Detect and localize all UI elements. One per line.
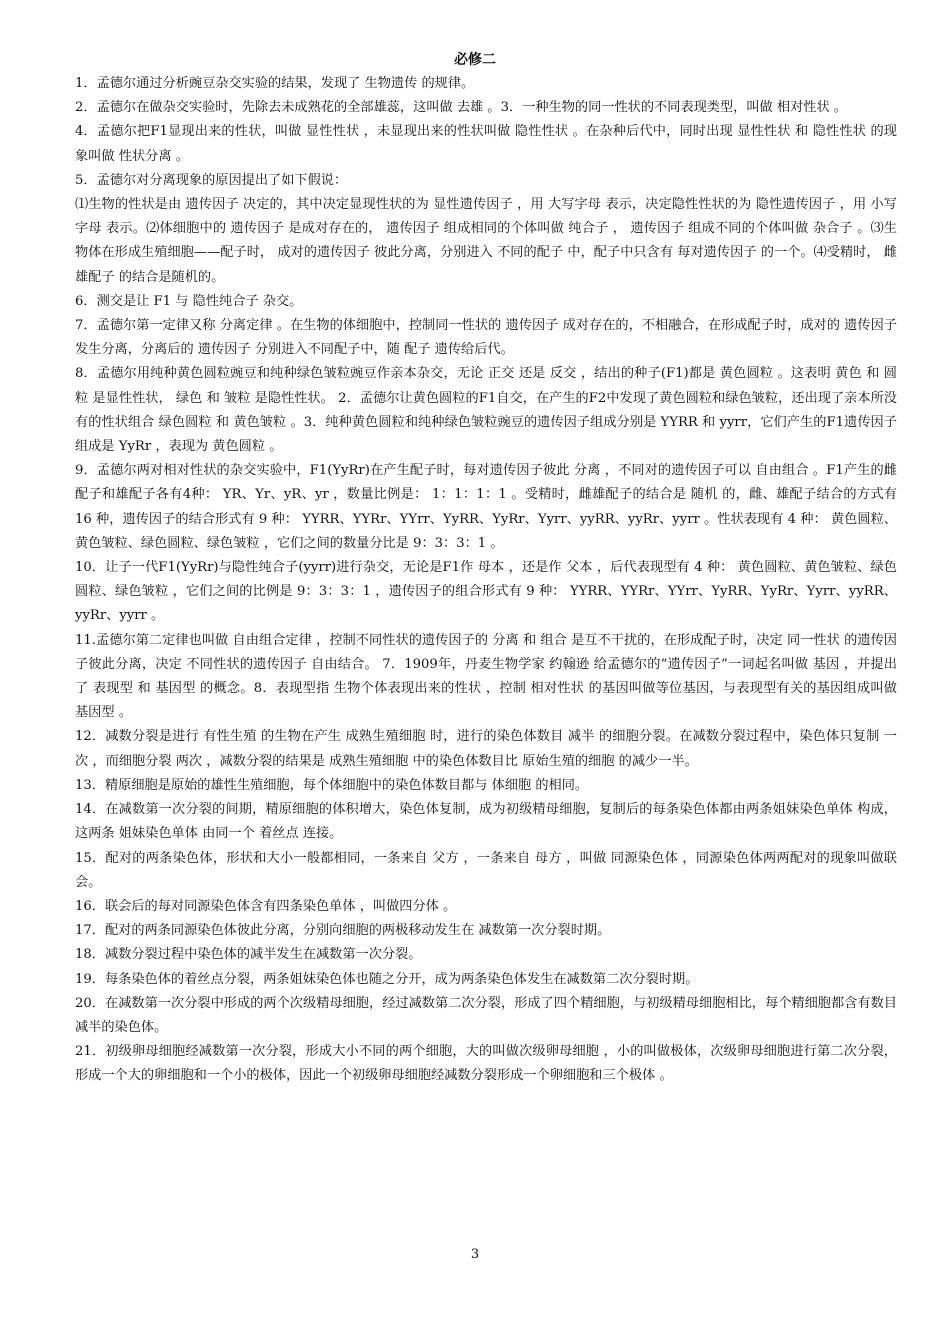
paragraph-12: 12．减数分裂是进行 有性生殖 的生物在产生 成熟生殖细胞 时，进行的染色体数目 减半 的细胞分裂。在减数分裂过程中，染色体只复制 一次 ，而细胞分裂 两次 ，减数分裂的结果是 成熟生殖细胞 中的染色体数目比 原始生殖的细胞 的减少一半。 (75, 729, 897, 769)
paragraph-7: 7．孟德尔第一定律又称 分离定律 。在生物的体细胞中，控制同一性状的 遗传因子 成对存在的，不相融合，在形成配子时，成对的 遗传因子 发生分离，分离后的 遗传因子 分别进入不同配子中，随 配子 遗传给后代。 (75, 318, 897, 358)
paragraph-19: 19．每条染色体的着丝点分裂，两条姐妹染色体也随之分开，成为两条染色体发生在减数第二次分裂时期。 (75, 971, 699, 987)
paragraph-2: 2．孟德尔在做杂交实验时，先除去未成熟花的全部雄蕊，这叫做 去雄 。3．一种生物的同一性状的不同表现类型，叫做 相对性状 。 (75, 100, 848, 116)
document-body (75, 72, 897, 1089)
page-number: 3 (470, 1247, 480, 1262)
paragraph-11: 11.孟德尔第二定律也叫做 自由组合定律 ，控制不同性状的遗传因子的 分离 和 组合 是互不干扰的，在形成配子时，决定 同一性状 的遗传因子彼此分离，决定 不同性状的遗传因子 自由结合。 7．1909年，丹麦生物学家 约翰逊 给孟德尔的“遗传因子”一词起名叫做 基因 ，并提出了 表现型 和 基因型 的概念。8．表现型指 生物个体表现出来的性状 ，控制 相对性状 的基因叫做等位基因，与表现型有关的基因组成叫做 基因型 。 (75, 632, 897, 721)
paragraph-6: 6．测交是让 F1 与 隐性纯合子 杂交。 (75, 293, 303, 309)
page-title: 必修二 (454, 52, 496, 68)
paragraph-21: 21．初级卵母细胞经减数第一次分裂，形成大小不同的两个细胞，大的叫做次级卵母细胞 ，小的叫做极体，次级卵母细胞进行第二次分裂，形成一个大的卵细胞和一个小的极体，因此一个初级卵母细胞经减数分裂形成一个卵细胞和三个极体 。 (75, 1044, 897, 1084)
paragraph-17: 17．配对的两条同源染色体彼此分离，分别向细胞的两极移动发生在 减数第一次分裂时期。 (75, 923, 611, 939)
paragraph-9: 9．孟德尔两对相对性状的杂交实验中，F1(YyRr)在产生配子时，每对遗传因子彼此 分离 ，不同对的遗传因子可以 自由组合 。F1产生的雌配子和雄配子各有4种： YR、Yr、yR、yr ，数量比例是： 1：1：1：1 。受精时，雌雄配子的结合是 随机 的，雌、雄配子结合的方式有 16 种，遗传因子的结合形式有 9 种： YYRR、YYRr、YYrr、YyRR、YyRr、Yyrr、yyRR、yyRr、yyrr 。性状表现有 4 种： 黄色圆粒、黄色皱粒、绿色圆粒、绿色皱粒 ，它们之间的数量分比是 9：3：3：1 。 (75, 463, 897, 551)
paragraph-1: 1．孟德尔通过分析豌豆杂交实验的结果，发现了 生物遗传 的规律。 (75, 76, 475, 91)
paragraph-20: 20．在减数第一次分裂中形成的两个次级精母细胞，经过减数第二次分裂，形成了四个精细胞，与初级精母细胞相比，每个精细胞都含有数目减半的染色体。 (75, 995, 897, 1035)
paragraph-5: 5．孟德尔对分离现象的原因提出了如下假说： (75, 172, 348, 188)
paragraph-8: 8．孟德尔用纯种黄色圆粒豌豆和纯种绿色皱粒豌豆作亲本杂交，无论 正交 还是 反交 ，结出的种子(F1)都是 黄色圆粒 。这表明 黄色 和 圆粒 是显性性状， 绿色 和 皱粒 是隐性性状。 2．孟德尔让黄色圆粒的F1自交，在产生的F2中发现了黄色圆粒和绿色皱粒，还出现了亲本所没有的性状组合 绿色圆粒 和 黄色皱粒 。3．纯种黄色圆粒和纯种绿色皱粒豌豆的遗传因子组成分别是 YYRR 和 yyrr，它们产生的F1遗传因子组成是 YyRr ，表现为 黄色圆粒 。 (75, 366, 897, 455)
paragraph-5-hypothesis: ⑴生物的性状是由 遗传因子 决定的，其中决定显现性状的为 显性遗传因子 ，用 大写字母 表示，决定隐性性状的为 隐性遗传因子 ，用 小写字母 表示。⑵体细胞中的 遗传因子 是成对存在的， 遗传因子 组成相同的个体叫做 纯合子 ， 遗传因子 组成不同的个体叫做 杂合子 。⑶生物体在形成生殖细胞——配子时， 成对的遗传因子 彼此分离，分别进入 不同的配子 中，配子中只含有 每对遗传因子 的一个。⑷受精时， 雌雄配子 的结合是随机的。 (75, 197, 897, 285)
paragraph-13: 13．精原细胞是原始的雄性生殖细胞，每个体细胞中的染色体数目都与 体细胞 的相同。 (75, 777, 589, 793)
paragraph-10: 10．让子一代F1(YyRr)与隐性纯合子(yyrr)进行杂交，无论是F1作 母本 ，还是作 父本 ，后代表现型有 4 种： 黄色圆粒、黄色皱粒、绿色圆粒、绿色皱粒 ，它们之间的比例是 9：3：3：1 ，遗传因子的组合形式有 9 种： YYRR、YYRr、YYrr、YyRR、YyRr、Yyrr、yyRR、yyRr、yyrr 。 (75, 560, 897, 624)
paragraph-15: 15．配对的两条染色体，形状和大小一般都相同，一条来自 父方 ，一条来自 母方 ，叫做 同源染色体 ，同源染色体两两配对的现象叫做联会。 (75, 850, 897, 890)
paragraph-14: 14．在减数第一次分裂的间期，精原细胞的体积增大，染色体复制，成为初级精母细胞，复制后的每条染色体都由两条姐妹染色单体 构成，这两条 姐妹染色单体 由同一个 着丝点 连接。 (75, 802, 897, 842)
paragraph-4: 4．孟德尔把F1显现出来的性状，叫做 显性性状 ，未显现出来的性状叫做 隐性性状 。在杂种后代中，同时出现 显性性状 和 隐性性状 的现象叫做 性状分离 。 (75, 124, 897, 164)
paragraph-16: 16．联会后的每对同源染色体含有四条染色单体 ，叫做四分体 。 (75, 898, 457, 914)
paragraph-18: 18．减数分裂过程中染色体的减半发生在减数第一次分裂。 (75, 947, 422, 963)
